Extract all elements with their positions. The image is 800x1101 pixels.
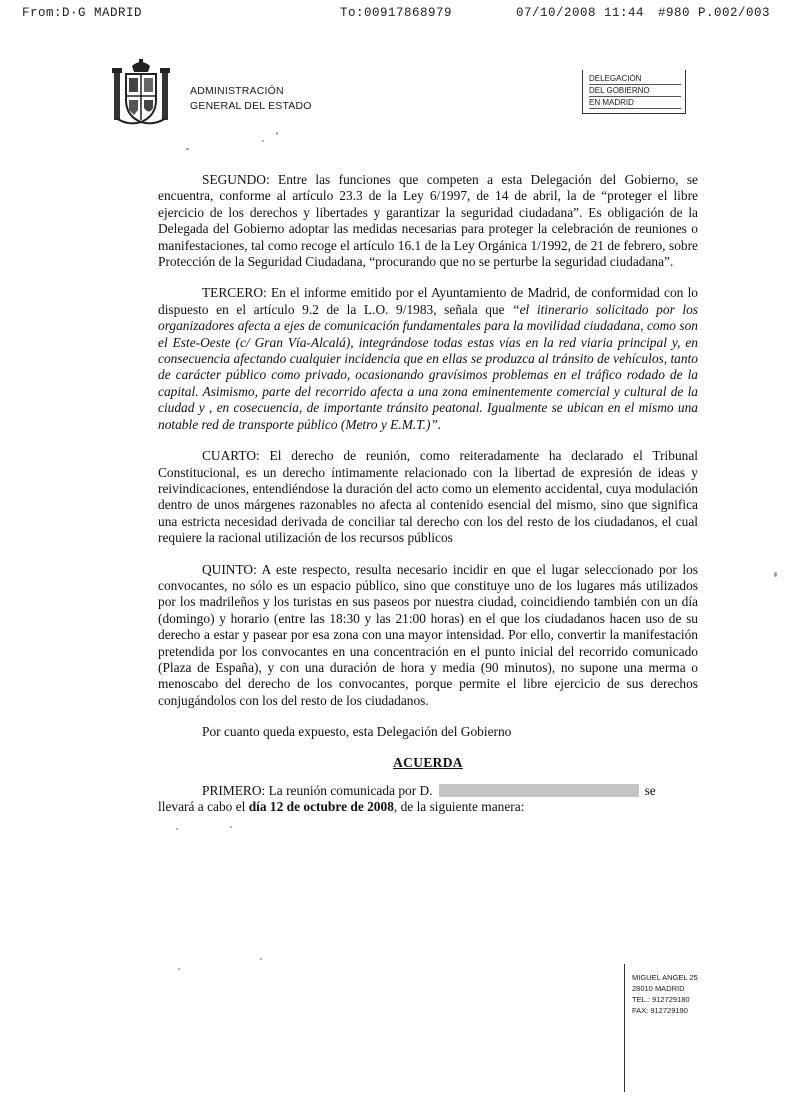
org-line-1: ADMINISTRACIÓN — [190, 85, 284, 97]
scan-speck — [230, 826, 232, 828]
redacted-name — [439, 784, 639, 797]
scan-speck — [260, 958, 262, 960]
address-divider — [624, 964, 625, 1092]
fax-to: To:00917868979 — [340, 6, 453, 20]
primero-date: día 12 de octubre de 2008 — [248, 799, 394, 815]
document-body — [158, 172, 698, 831]
delegation-box — [582, 70, 686, 114]
primero-end: , de la siguiente manera: — [393, 799, 525, 815]
tercero-intro: TERCERO: En el informe emitido por el Ayuntamiento de Madrid, de conformidad con lo dispuesto en el artículo 9.2 de la L.O. 9/1983, señala que — [158, 285, 698, 317]
tercero-quote: “el itinerario solicitado por los organizadores afecta a ejes de comunicación fundamentales para la movilidad ciudadana, como son el Este-Oeste (c/ Gran Vía-Alcalá), integrándose todas estas vías en la red viaria principal y, en consecuencia afectando cualquier incidencia que en ellas se produzca al tránsito de vehículos, tanto de carácter público como privado, ocasionando gravísimos problemas en el tráfico rodado de la capital. Asimismo, parte del recorrido afecta a una zona eminentemente comercial y cultural de la ciudad y , en cosecuencia, de importante tránsito peatonal. Igualmente se ubican en el mismo una notable red de transporte público (Metro y E.M.T.)”. — [158, 301, 698, 432]
paragraph-primero — [158, 783, 698, 816]
address-block — [632, 972, 698, 1016]
scan-speck — [186, 148, 189, 150]
primero-se: se — [644, 783, 656, 798]
fax-header — [0, 6, 800, 24]
address-street: MIGUEL ANGEL 25 — [632, 973, 698, 982]
scan-speck — [774, 572, 777, 577]
coat-of-arms-icon — [110, 58, 172, 130]
scan-speck — [276, 132, 278, 135]
fax-from: From:D·G MADRID — [22, 6, 143, 20]
primero-intro: PRIMERO: La reunión comunicada por D. — [202, 783, 433, 798]
scan-speck — [178, 968, 180, 970]
address-fax: FAX: 912729190 — [632, 1006, 688, 1015]
address-phone: TEL.: 912729180 — [632, 995, 690, 1004]
heading-acuerda: ACUERDA — [393, 754, 463, 770]
delegation-line-3: EN MADRID — [589, 97, 681, 109]
org-line-2: GENERAL DEL ESTADO — [190, 100, 312, 112]
fax-page: #980 P.002/003 — [658, 6, 771, 20]
address-city: 28010 MADRID — [632, 984, 685, 993]
fax-datetime: 07/10/2008 11:44 — [516, 6, 645, 20]
paragraph-cuarto: CUARTO: El derecho de reunión, como reiteradamente ha declarado el Tribunal Constitucional, es un derecho íntimamente relacionado con la libertad de expresión de ideas y reivindicaciones, entendiéndose la duración del acto como un elemento accidental, cuya modulación dentro de unos márgenes razonables no afecta al contenido esencial del mismo, sino que significa una estricta necesidad derivada de conciliar tal derecho con los del resto de los ciudadanos, el cual requiere la racional utilización de los recursos públicos — [158, 448, 698, 546]
scan-speck — [262, 140, 264, 142]
organization-name — [190, 84, 312, 114]
delegation-line-1: DELEGACIÓN — [589, 73, 681, 85]
paragraph-por-cuanto: Por cuanto queda expuesto, esta Delegación del Gobierno — [202, 724, 512, 740]
paragraph-tercero — [158, 285, 698, 433]
paragraph-quinto: QUINTO: A este respecto, resulta necesario incidir en que el lugar seleccionado por los convocantes, no sólo es un espacio público, sino que constituye uno de los lugares más utilizados por los madrileños y los turistas en sus paseos por nuestra ciudad, coincidiendo también con un día (domingo) y horario (entre las 18:30 y las 21:00 horas) en el que los ciudadanos hacen uso de su derecho a estar y pasear por esa zona con una mayor intensidad. Por ello, convertir la manifestación pretendida por los convocantes en una concentración en el punto inicial del recorrido comunicado (Plaza de España), y con una duración de hora y media (90 minutos), no supone una merma o menoscabo del derecho de los convocantes, porque permite el libre ejercicio de sus derechos conjugándolos con los del resto de los ciudadanos. — [158, 561, 698, 708]
scan-speck — [176, 828, 178, 830]
delegation-line-2: DEL GOBIERNO — [589, 85, 681, 97]
paragraph-segundo: SEGUNDO: Entre las funciones que competen a esta Delegación del Gobierno, se encuentra, conforme al artículo 23.3 de la Ley 6/1997, de 14 de abril, la de “proteger el libre ejercicio de los derechos y libertades y garantizar la seguridad ciudadana”. Es obligación de la Delegada del Gobierno adoptar las medidas necesarias para proteger la celebración de reuniones o manifestaciones, tal como recoge el artículo 16.1 de la Ley Orgánica 1/1992, de 21 de febrero, sobre Protección de la Seguridad Ciudadana, “procurando que no se perturbe la seguridad ciudadana”. — [158, 172, 698, 270]
primero-mid: llevará a cabo el — [158, 799, 249, 815]
